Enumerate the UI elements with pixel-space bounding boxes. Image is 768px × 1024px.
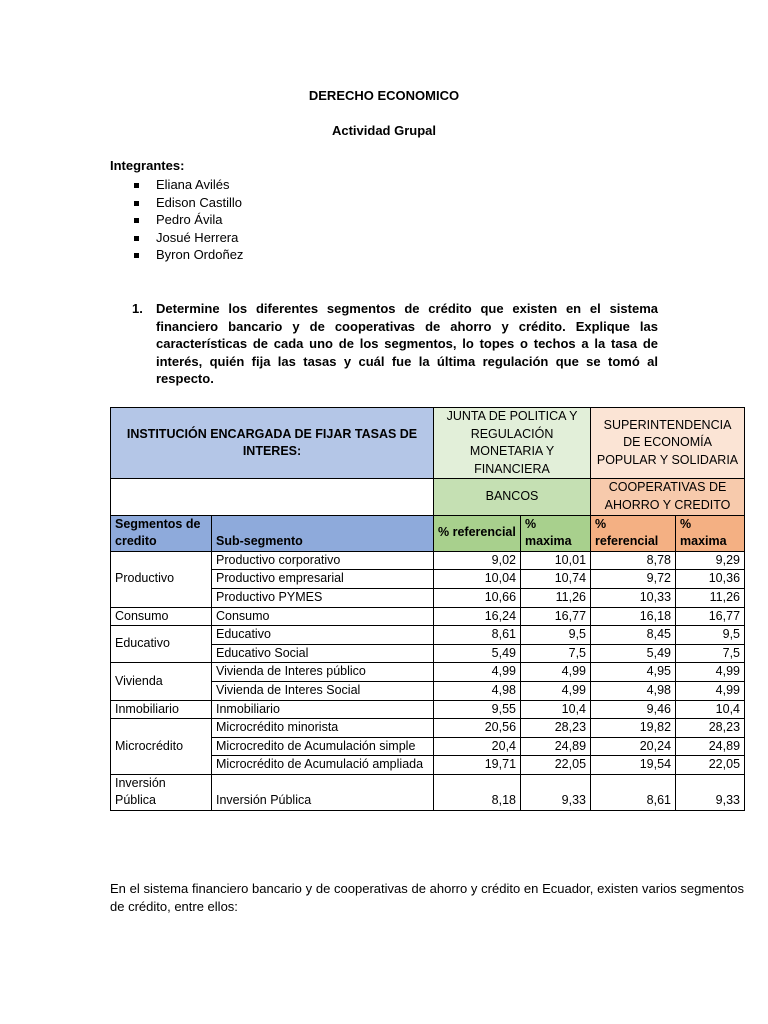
coop-max-cell: 4,99: [676, 681, 745, 700]
member-item: [132, 211, 243, 229]
blank-header-cell: [111, 479, 434, 515]
bank-ref-cell: 20,4: [434, 737, 521, 756]
segment-cell: Productivo: [111, 551, 212, 607]
table-header-row-columns: [111, 515, 745, 551]
bancos-header: BANCOS: [434, 479, 591, 515]
coop-max-cell: 9,5: [676, 626, 745, 645]
course-title: DERECHO ECONOMICO: [308, 88, 460, 103]
member-item: [132, 246, 243, 264]
bank-ref-cell: 8,18: [434, 774, 521, 810]
bank-ref-cell: 16,24: [434, 607, 521, 626]
bank-ref-cell: 8,61: [434, 626, 521, 645]
bank-ref-cell: 20,56: [434, 719, 521, 738]
bank-ref-cell: 10,66: [434, 588, 521, 607]
segment-column-header: Segmentos de credito: [111, 515, 212, 551]
coop-max-cell: 4,99: [676, 663, 745, 682]
table-row: [111, 700, 745, 719]
intro-paragraph: En el sistema financiero bancario y de cooperativas de ahorro y crédito en Ecuador, existen varios segmentos de crédito, entre ellos:: [110, 881, 744, 914]
bank-max-column-header: % maxima: [521, 515, 591, 551]
subsegment-column-header: Sub-segmento: [212, 515, 434, 551]
bank-max-cell: 16,77: [521, 607, 591, 626]
subsegment-cell: Educativo: [212, 626, 434, 645]
table-row: [111, 607, 745, 626]
square-bullet-icon: [134, 183, 139, 188]
subsegment-cell: Inmobiliario: [212, 700, 434, 719]
table-header-row-authority: [111, 408, 745, 479]
member-name: Eliana Avilés: [156, 177, 230, 192]
bank-ref-cell: 9,02: [434, 551, 521, 570]
coop-max-cell: 11,26: [676, 588, 745, 607]
coop-max-cell: 9,33: [676, 774, 745, 810]
table-header-row-group: [111, 479, 745, 515]
interest-rates-table: [110, 407, 745, 811]
coop-ref-cell: 9,72: [591, 570, 676, 589]
member-name: Pedro Ávila: [156, 212, 223, 228]
members-label: Integrantes:: [110, 158, 185, 173]
coop-max-cell: 10,4: [676, 700, 745, 719]
subsegment-cell: Vivienda de Interes Social: [212, 681, 434, 700]
cooperativas-header: COOPERATIVAS DE AHORRO Y CREDITO: [591, 479, 745, 515]
coop-max-cell: 28,23: [676, 719, 745, 738]
bank-ref-cell: 10,04: [434, 570, 521, 589]
bank-max-cell: 11,26: [521, 588, 591, 607]
coop-max-cell: 9,29: [676, 551, 745, 570]
question-text: Determine los diferentes segmentos de crédito que existen en el sistema financiero bancario y de cooperativas de ahorro y crédito. Explique las características de cada uno de los segmentos, lo topes o techos a la tasa de interés, quién fija las tasas y cuál fue la última regulación que se tomó al respecto.: [156, 301, 658, 387]
coop-ref-cell: 19,54: [591, 756, 676, 775]
bank-max-cell: 10,74: [521, 570, 591, 589]
bank-ref-column-header: % referencial: [434, 515, 521, 551]
coop-max-column-header: % maxima: [676, 515, 745, 551]
coop-ref-cell: 10,33: [591, 588, 676, 607]
table-row: [111, 551, 745, 570]
members-list: [132, 176, 243, 264]
square-bullet-icon: [134, 236, 139, 241]
question-number: 1.: [132, 301, 143, 316]
table-row: [111, 663, 745, 682]
segment-cell: Vivienda: [111, 663, 212, 700]
segment-cell: Inmobiliario: [111, 700, 212, 719]
table-row: [111, 774, 745, 810]
institution-header: INSTITUCIÓN ENCARGADA DE FIJAR TASAS DE INTERES:: [111, 408, 434, 479]
coop-ref-cell: 5,49: [591, 644, 676, 663]
bank-authority-header: JUNTA DE POLITICA Y REGULACIÓN MONETARIA Y FINANCIERA: [434, 408, 591, 479]
bank-max-cell: 7,5: [521, 644, 591, 663]
bank-max-cell: 9,5: [521, 626, 591, 645]
bank-ref-cell: 4,99: [434, 663, 521, 682]
coop-ref-column-header: % referencial: [591, 515, 676, 551]
subsegment-cell: Microcredito de Acumulación simple: [212, 737, 434, 756]
member-name: Josué Herrera: [156, 229, 239, 245]
segment-cell: Microcrédito: [111, 719, 212, 775]
subsegment-cell: Vivienda de Interes público: [212, 663, 434, 682]
coop-max-cell: 24,89: [676, 737, 745, 756]
member-item: [132, 229, 243, 247]
square-bullet-icon: [134, 253, 139, 258]
subsegment-cell: Microcrédito de Acumulació ampliada: [212, 756, 434, 775]
subsegment-cell: Educativo Social: [212, 644, 434, 663]
bank-max-cell: 4,99: [521, 681, 591, 700]
subsegment-cell: Inversión Pública: [212, 774, 434, 810]
coop-max-cell: 22,05: [676, 756, 745, 775]
bank-max-cell: 24,89: [521, 737, 591, 756]
bank-ref-cell: 9,55: [434, 700, 521, 719]
bank-ref-cell: 4,98: [434, 681, 521, 700]
bank-max-cell: 10,01: [521, 551, 591, 570]
coop-ref-cell: 8,78: [591, 551, 676, 570]
coop-ref-cell: 4,98: [591, 681, 676, 700]
coop-ref-cell: 8,45: [591, 626, 676, 645]
square-bullet-icon: [134, 218, 139, 223]
member-item: [132, 194, 243, 212]
bank-ref-cell: 5,49: [434, 644, 521, 663]
table-row: [111, 626, 745, 645]
subsegment-cell: Consumo: [212, 607, 434, 626]
bank-max-cell: 28,23: [521, 719, 591, 738]
bank-max-cell: 22,05: [521, 756, 591, 775]
member-name: Byron Ordoñez: [156, 247, 244, 263]
segment-cell: Inversión Pública: [111, 774, 212, 810]
coop-max-cell: 16,77: [676, 607, 745, 626]
member-item: [132, 176, 243, 194]
question-1: [132, 300, 658, 388]
square-bullet-icon: [134, 201, 139, 206]
coop-max-cell: 10,36: [676, 570, 745, 589]
subsegment-cell: Productivo empresarial: [212, 570, 434, 589]
coop-max-cell: 7,5: [676, 644, 745, 663]
subsegment-cell: Productivo PYMES: [212, 588, 434, 607]
segment-cell: Consumo: [111, 607, 212, 626]
activity-title: Actividad Grupal: [331, 123, 437, 138]
coop-authority-header: SUPERINTENDENCIA DE ECONOMÍA POPULAR Y SOLIDARIA: [591, 408, 745, 479]
subsegment-cell: Microcrédito minorista: [212, 719, 434, 738]
subsegment-cell: Productivo corporativo: [212, 551, 434, 570]
table-row: [111, 719, 745, 738]
coop-ref-cell: 20,24: [591, 737, 676, 756]
member-name: Edison Castillo: [156, 194, 242, 210]
coop-ref-cell: 9,46: [591, 700, 676, 719]
bank-ref-cell: 19,71: [434, 756, 521, 775]
segment-cell: Educativo: [111, 626, 212, 663]
bank-max-cell: 9,33: [521, 774, 591, 810]
coop-ref-cell: 19,82: [591, 719, 676, 738]
coop-ref-cell: 4,95: [591, 663, 676, 682]
bank-max-cell: 4,99: [521, 663, 591, 682]
coop-ref-cell: 8,61: [591, 774, 676, 810]
coop-ref-cell: 16,18: [591, 607, 676, 626]
bank-max-cell: 10,4: [521, 700, 591, 719]
